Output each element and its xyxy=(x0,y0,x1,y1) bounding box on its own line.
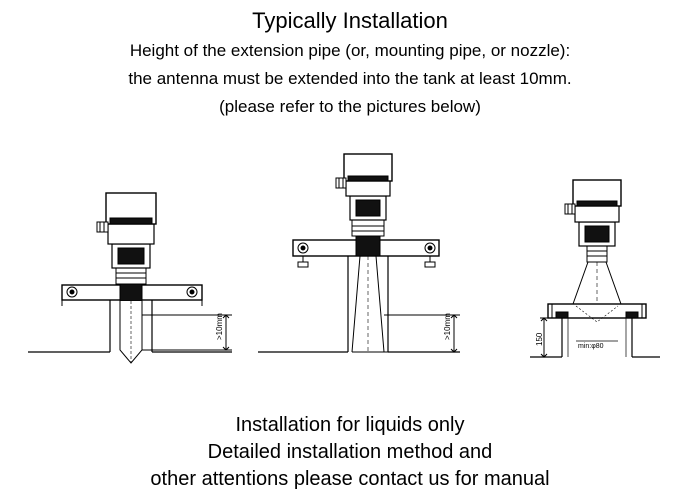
subtitle-line-3: (please refer to the pictures below) xyxy=(219,97,481,116)
middle-installation-diagram xyxy=(258,154,460,352)
subtitle-line-1: Height of the extension pipe (or, mounting pipe, or nozzle): xyxy=(129,41,571,60)
left-installation-diagram xyxy=(28,193,232,363)
footer-line-3: other attentions please contact us for manual xyxy=(150,468,550,490)
page-title: Typically Installation xyxy=(252,8,448,33)
right-min-label: min:φ80 xyxy=(578,343,604,350)
middle-dimension-label: >10mm xyxy=(443,313,452,340)
right-installation-diagram xyxy=(530,180,660,357)
footer-line-1: Installation for liquids only xyxy=(235,414,465,436)
left-dimension-label: >10mm xyxy=(215,313,224,340)
subtitle-line-2: the antenna must be extended into the tank at least 10mm. xyxy=(128,69,572,88)
footer-line-2: Detailed installation method and xyxy=(207,441,493,463)
right-height-label: 150 xyxy=(535,332,544,346)
